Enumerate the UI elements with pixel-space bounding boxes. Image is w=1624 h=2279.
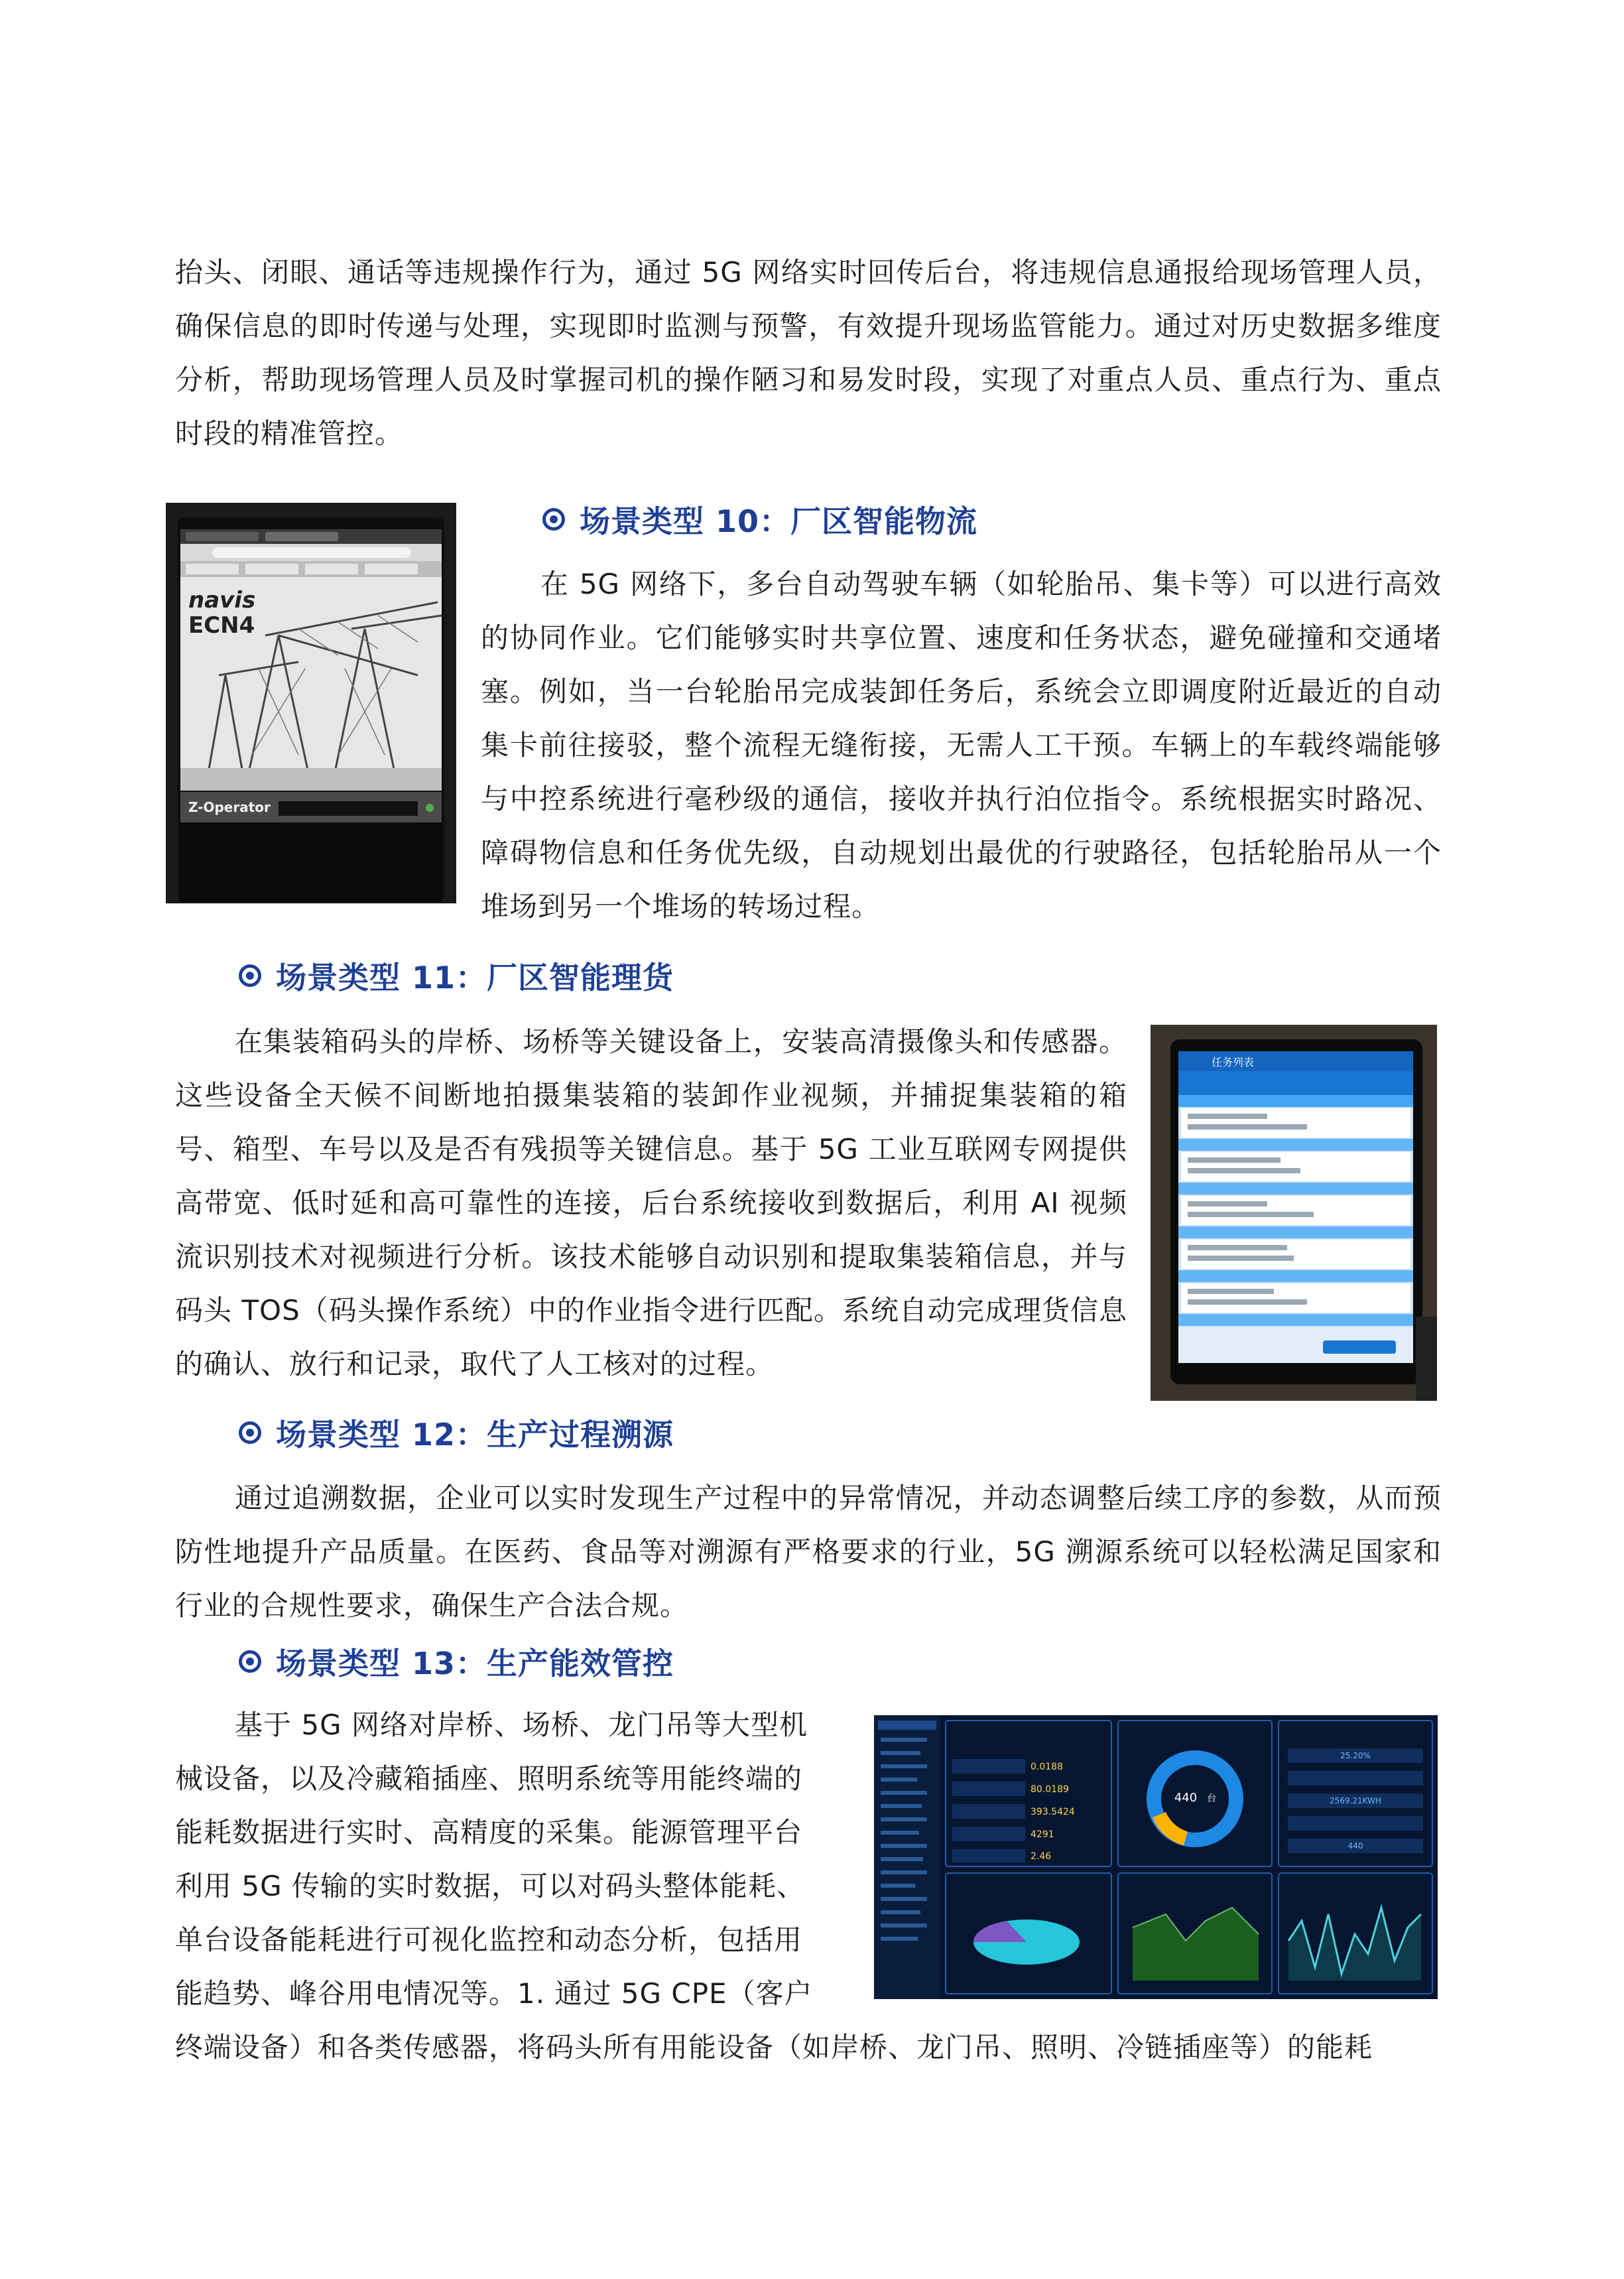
scene10-heading (542, 496, 977, 543)
kpi-value: 4291 (1031, 1829, 1054, 1840)
bullet-icon (542, 508, 565, 531)
operator-label: Z-Operator (188, 799, 271, 815)
kpi-value: 80.0189 (1031, 1784, 1069, 1795)
scene13-heading-text: 场景类型 13：生产能效管控 (276, 1646, 674, 1681)
right-value: 25.20% (1340, 1751, 1371, 1760)
scene10-paragraph: 在 5G 网络下，多台自动驾驶车辆（如轮胎吊、集卡等）可以进行高效的协同作业。它们能够实时共享位置、速度和任务状态，避免碰撞和交通堵塞。例如，当一台轮胎吊完成装卸任务后，系统会立即调度附近最近的自动集卡前往接驳，整个流程无缝衔接，无需人工干预。车辆上的车载终端能够与中控系统进行毫秒级的通信，接收并执行泊位指令。系统根据实时路况、障碍物信息和任务优先级，自动规划出最优的行驶路径，包括轮胎吊从一个堆场到另一个堆场的转场过程。 (481, 568, 1442, 923)
scene12-heading (239, 1409, 674, 1456)
scene12-heading-text: 场景类型 12：生产过程溯源 (276, 1417, 674, 1453)
donut-unit: 台 (1207, 1793, 1216, 1804)
scene13-line: 械设备，以及冷藏箱插座、照明系统等用能终端的 (175, 1762, 803, 1795)
bullet-icon (239, 1421, 261, 1444)
tally-tablet-image (1151, 1025, 1437, 1401)
scene11-heading (239, 952, 674, 999)
ecn4-logo-text: ECN4 (188, 612, 255, 639)
intro-paragraph: 抬头、闭眼、通话等违规操作行为，通过 5G 网络实时回传后台，将违规信息通报给现场管理人员，确保信息的即时传递与处理，实现即时监测与预警，有效提升现场监管能力。通过对历史数据多维度分析，帮助现场管理人员及时掌握司机的操作陋习和易发时段，实现了对重点人员、重点行为、重点时段的精准管控。 (175, 256, 1442, 450)
kpi-value: 393.5424 (1031, 1807, 1075, 1817)
scene13-line: 利用 5G 传输的实时数据，可以对码头整体能耗、 (175, 1870, 805, 1902)
navis-logo-text: navis (188, 587, 256, 614)
scene13-heading (239, 1638, 674, 1685)
scene11-heading-text: 场景类型 11：厂区智能理货 (276, 960, 674, 996)
terminal-tablet-image (166, 503, 456, 903)
scene13-line: 能耗数据进行实时、高精度的采集。能源管理平台 (175, 1816, 803, 1849)
tally-tablet-photo (1151, 1025, 1437, 1401)
scene13-line: 单台设备能耗进行可视化监控和动态分析，包括用 (175, 1923, 803, 1956)
task-list-title: 任务列表 (1212, 1056, 1255, 1069)
scene13-line: 基于 5G 网络对岸桥、场桥、龙门吊等大型机 (235, 1709, 808, 1741)
scene10-heading-text: 场景类型 10：厂区智能物流 (580, 503, 978, 539)
right-value: 440 (1347, 1841, 1363, 1851)
donut-value: 440 (1174, 1791, 1198, 1805)
bullet-icon (239, 964, 261, 987)
kpi-value: 0.0188 (1031, 1762, 1063, 1772)
bullet-icon (239, 1650, 261, 1673)
scene12-paragraph: 通过追溯数据，企业可以实时发现生产过程中的异常情况，并动态调整后续工序的参数，从而预防性地提升产品质量。在医药、食品等对溯源有严格要求的行业，5G 溯源系统可以轻松满足国家和行业的合规性要求，确保生产合法合规。 (175, 1482, 1442, 1622)
kpi-value: 2.46 (1031, 1851, 1052, 1862)
energy-dashboard-svg (874, 1715, 1438, 1999)
terminal-tablet-photo (166, 503, 456, 903)
energy-dashboard-image (874, 1715, 1438, 1999)
scene11-paragraph: 在集装箱码头的岸桥、场桥等关键设备上，安装高清摄像头和传感器。这些设备全天候不间断地拍摄集装箱的装卸作业视频，并捕捉集装箱的箱号、箱型、车号以及是否有残损等关键信息。基于 5G 工业互联网专网提供高带宽、低时延和高可靠性的连接，后台系统接收到数据后，利用 AI 视频流识别技术对视频进行分析。该技术能够自动识别和提取集装箱信息，并与码头 TOS（码头操作系统）中的作业指令进行匹配。系统自动完成理货信息的确认、放行和记录，取代了人工核对的过程。 (175, 1025, 1127, 1380)
scene13-line: 能趋势、峰谷用电情况等。1. 通过 5G CPE（客户 (175, 1977, 813, 2010)
right-value: 2569.21KWH (1330, 1796, 1381, 1805)
scene13-line: 终端设备）和各类传感器，将码头所有用能设备（如岸桥、龙门吊、照明、冷链插座等）的能耗 (175, 2031, 1373, 2063)
